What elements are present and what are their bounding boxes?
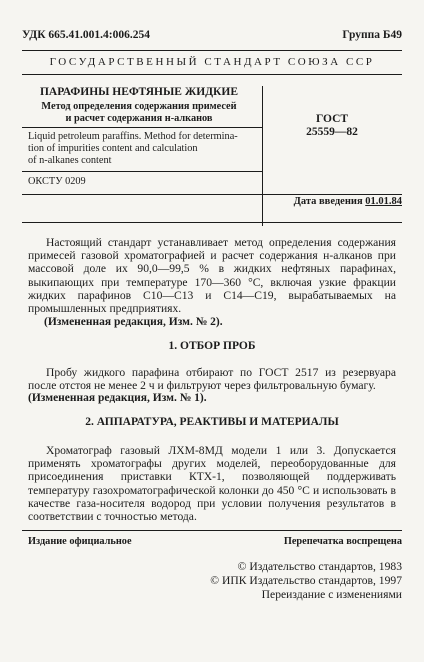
group-code: Группа Б49	[342, 29, 402, 41]
section2-heading: 2. АППАРАТУРА, РЕАКТИВЫ И МАТЕРИАЛЫ	[85, 416, 339, 428]
section2-paragraph	[28, 444, 396, 523]
title-en-line2: tion of impurities content and calculation	[28, 143, 198, 154]
okstu-code: ОКСТУ 0209	[28, 176, 86, 187]
intro-paragraph-text: Настоящий стандарт устанавливает метод определения содержания примесей газовой хроматографией и расчет содержания н-алканов при массовой доле их 90,0—99,5 % в жидких нефтяных парафинах, выкипающих при температуре 170—360 °С, включая узкие фракции жидких парафинов С10—С13 и С14—С19, вырабатываемых на промышленных предприятиях.	[28, 236, 396, 316]
gost-label: ГОСТ	[315, 113, 349, 125]
official-edition: Издание официальное	[28, 536, 132, 547]
title-ru: ПАРАФИНЫ НЕФТЯНЫЕ ЖИДКИЕ	[39, 86, 239, 98]
section2-paragraph-text: Хроматограф газовый ЛХМ-8МД модели 1 или 3. Допускается применять хроматографы других моделей, переоборудованные для присоединения приставки КТХ-1, позволяющей поддерживать температуру газохроматографической колонки до 450 °С и использовать в качестве газа-носителя водород при условии получения результатов в соответствии с точностью метода.	[28, 444, 396, 524]
subtitle-ru-line1: Метод определения содержания примесей	[41, 101, 237, 112]
footer-rule	[22, 530, 402, 531]
intro-rule	[22, 222, 402, 223]
banner-rule	[22, 74, 402, 75]
title-en-line3: of n-alkanes content	[28, 155, 112, 166]
reissue-note: Переиздание с изменениями	[261, 588, 402, 601]
okstu-rule	[22, 171, 262, 172]
title-rule	[22, 127, 262, 128]
intro-amendment-note: (Измененная редакция, Изм. № 2).	[44, 316, 223, 328]
intro-date	[294, 196, 402, 207]
udk-code: УДК 665.41.001.4:006.254	[22, 29, 150, 41]
copyright-1983: © Издательство стандартов, 1983	[237, 560, 402, 573]
state-standard-banner: ГОСУДАРСТВЕННЫЙ СТАНДАРТ СОЮЗА ССР	[49, 56, 375, 68]
section1-paragraph-text: Пробу жидкого парафина отбирают по ГОСТ 2517 из резервуара после отстоя не менее 2 ч и фильтруют через фильтровальную бумагу.	[28, 366, 396, 393]
section1-paragraph	[28, 366, 396, 392]
section1-amendment-note: (Измененная редакция, Изм. № 1).	[28, 392, 207, 404]
copyright-1997: © ИПК Издательство стандартов, 1997	[210, 574, 402, 587]
header-rule	[22, 50, 402, 51]
gost-number: 25559—82	[306, 126, 358, 138]
reprint-prohibited: Перепечатка воспрещена	[283, 536, 402, 547]
intro-paragraph	[28, 236, 396, 315]
subtitle-ru-line2: и расчет содержания н-алканов	[65, 113, 213, 124]
intro-date-label: Дата введения	[293, 196, 363, 207]
title-divider	[262, 86, 263, 226]
title-block-bottom-rule	[22, 194, 402, 195]
section1-heading: 1. ОТБОР ПРОБ	[168, 340, 256, 352]
intro-date-value: 01.01.84	[365, 196, 402, 207]
title-en-line1: Liquid petroleum paraffins. Method for determina-	[28, 131, 238, 142]
